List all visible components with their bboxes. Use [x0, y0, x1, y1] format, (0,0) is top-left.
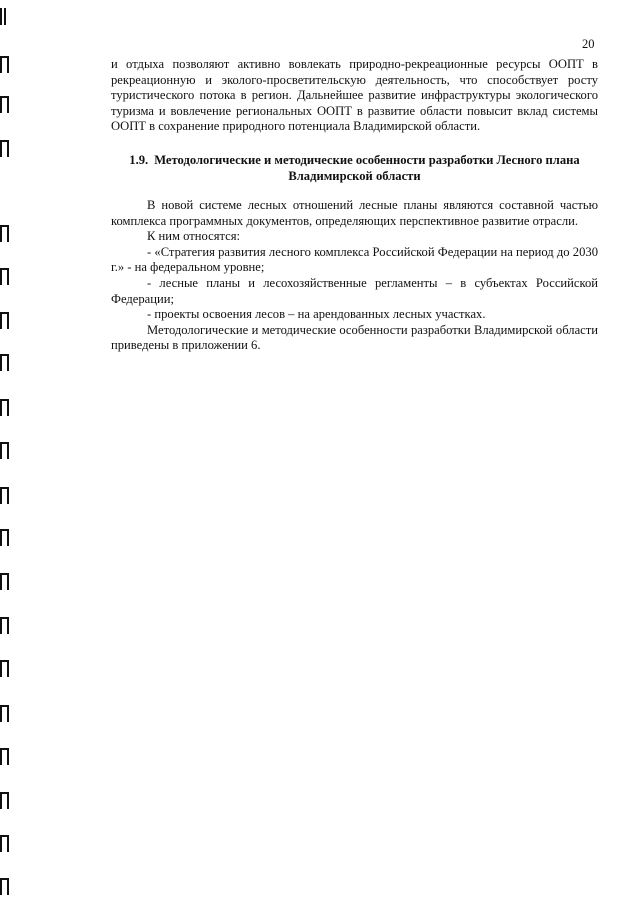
binding-mark	[0, 835, 9, 852]
body-paragraph: В новой системе лесных отношений лесные планы являются составной частью комплекса программных документов, определяющих перспективное развитие отрасли.	[111, 197, 598, 228]
binding-mark	[0, 96, 9, 113]
list-item: - «Стратегия развития лесного комплекса Российской Федерации на период до 2030 г.» - на федеральном уровне;	[111, 244, 598, 275]
binding-mark	[0, 529, 9, 546]
binding-mark	[0, 878, 9, 895]
section-number: 1.9.	[129, 152, 149, 167]
binding-mark	[0, 140, 9, 157]
intro-paragraph: и отдыха позволяют активно вовлекать природно-рекреационные ресурсы ООПТ в рекреационную и эколого-просветительскую деятельность, что способствует росту туристического потока в регион. Дальнейшее развитие инфраструктуры экологического туризма и вовлечение региональных ООПТ в развитие области повысит вклад системы ООПТ в сохранение природного потенциала Владимирской области.	[111, 57, 598, 134]
binding-mark	[0, 354, 9, 371]
binding-mark	[0, 617, 9, 634]
binding-mark	[0, 748, 9, 765]
section-title-part-1: Методологические и методические особенности разработки Лесного плана	[154, 152, 580, 167]
page-number: 20	[582, 37, 595, 51]
binding-mark	[0, 487, 9, 504]
list-item: - лесные планы и лесохозяйственные регламенты – в субъектах Российской Федерации;	[111, 275, 598, 306]
binding-marks	[0, 0, 24, 905]
list-item: - проекты освоения лесов – на арендованных лесных участках.	[147, 307, 486, 322]
binding-mark	[0, 705, 9, 722]
binding-mark	[0, 225, 9, 242]
document-body	[111, 57, 598, 354]
binding-mark	[0, 268, 9, 285]
binding-mark	[0, 660, 9, 677]
binding-mark	[0, 792, 9, 809]
section-heading	[111, 152, 598, 184]
section-title-part-2: Владимирской области	[288, 168, 421, 183]
binding-mark	[0, 8, 6, 25]
body-paragraph: К ним относятся:	[147, 229, 241, 244]
binding-mark	[0, 56, 9, 73]
binding-mark	[0, 399, 9, 416]
section-heading-line-1	[111, 152, 598, 168]
binding-mark	[0, 573, 9, 590]
binding-mark	[0, 312, 9, 329]
body-paragraph: Методологические и методические особенности разработки Владимирской области приведены в приложении 6.	[111, 322, 598, 353]
binding-mark	[0, 442, 9, 459]
